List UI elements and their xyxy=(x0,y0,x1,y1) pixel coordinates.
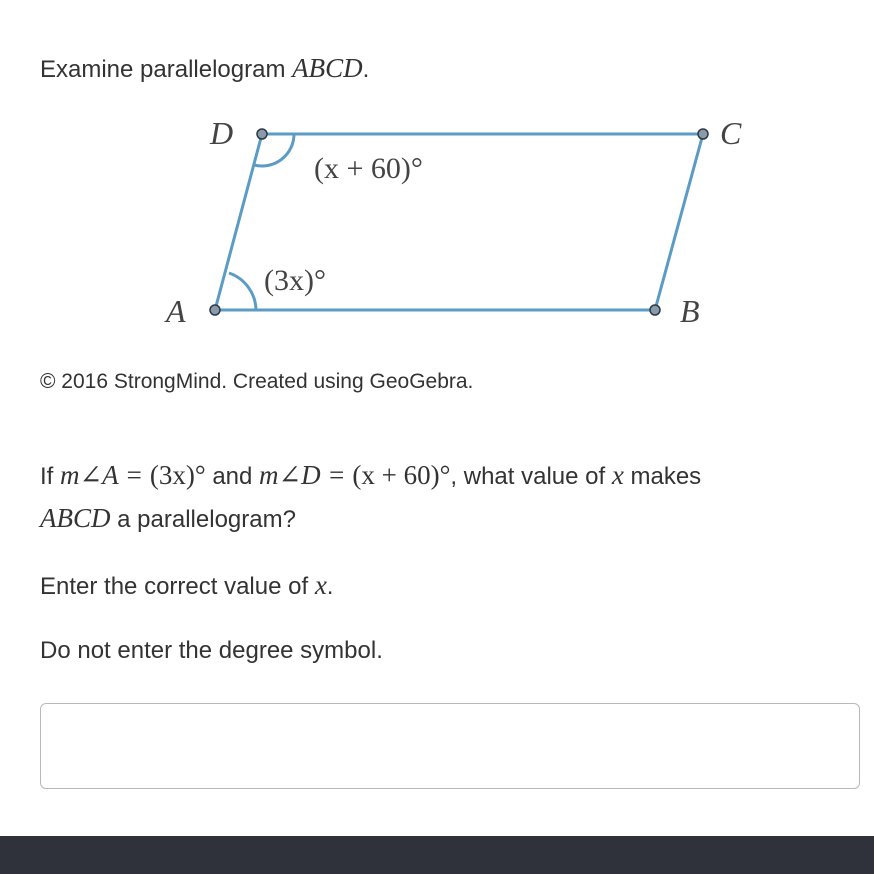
angle-d-label: (x + 60)° xyxy=(314,152,423,185)
question-line-2 xyxy=(40,502,296,535)
question-text-4: makes xyxy=(623,463,702,490)
image-credit: © 2016 StrongMind. Created using GeoGebra. xyxy=(40,370,474,393)
answer-input[interactable] xyxy=(40,703,860,789)
instruction-enter-value xyxy=(40,569,333,602)
vertex-d-point xyxy=(257,129,267,139)
prompt-line xyxy=(40,52,369,85)
angle-a-expression: m∠A = xyxy=(60,460,150,490)
vertex-c-label: C xyxy=(720,115,742,151)
vertex-a-label: A xyxy=(166,293,186,329)
instruction-text: Enter the correct value of xyxy=(40,573,315,600)
vertex-c-point xyxy=(698,129,708,139)
question-text-1: If xyxy=(40,463,61,490)
question-variable: x xyxy=(611,460,624,490)
question-figure-name: ABCD xyxy=(40,503,111,533)
prompt-text: Examine parallelogram xyxy=(40,56,293,83)
angle-d-value: (x + 60)° xyxy=(352,460,451,490)
vertex-b-point xyxy=(650,305,660,315)
angle-d-expression: m∠D = xyxy=(259,460,353,490)
question-text-5: a parallelogram? xyxy=(110,506,296,533)
angle-a-label: (3x)° xyxy=(264,264,326,297)
footer-bar xyxy=(0,836,874,874)
vertex-b-label: B xyxy=(680,293,700,329)
prompt-period: . xyxy=(362,56,370,83)
question-text-2: and xyxy=(205,463,260,490)
instruction-period: . xyxy=(326,573,334,600)
angle-a-arc xyxy=(229,273,256,310)
parallelogram-figure xyxy=(150,110,770,340)
angle-a-value: (3x)° xyxy=(149,460,206,490)
instruction-variable: x xyxy=(314,570,327,600)
question-text-3: , what value of xyxy=(450,463,612,490)
instruction-no-degree: Do not enter the degree symbol. xyxy=(40,637,383,664)
vertex-d-label: D xyxy=(210,115,234,151)
vertex-a-point xyxy=(210,305,220,315)
question-line-1 xyxy=(40,459,701,492)
prompt-figure-name: ABCD xyxy=(292,53,363,83)
